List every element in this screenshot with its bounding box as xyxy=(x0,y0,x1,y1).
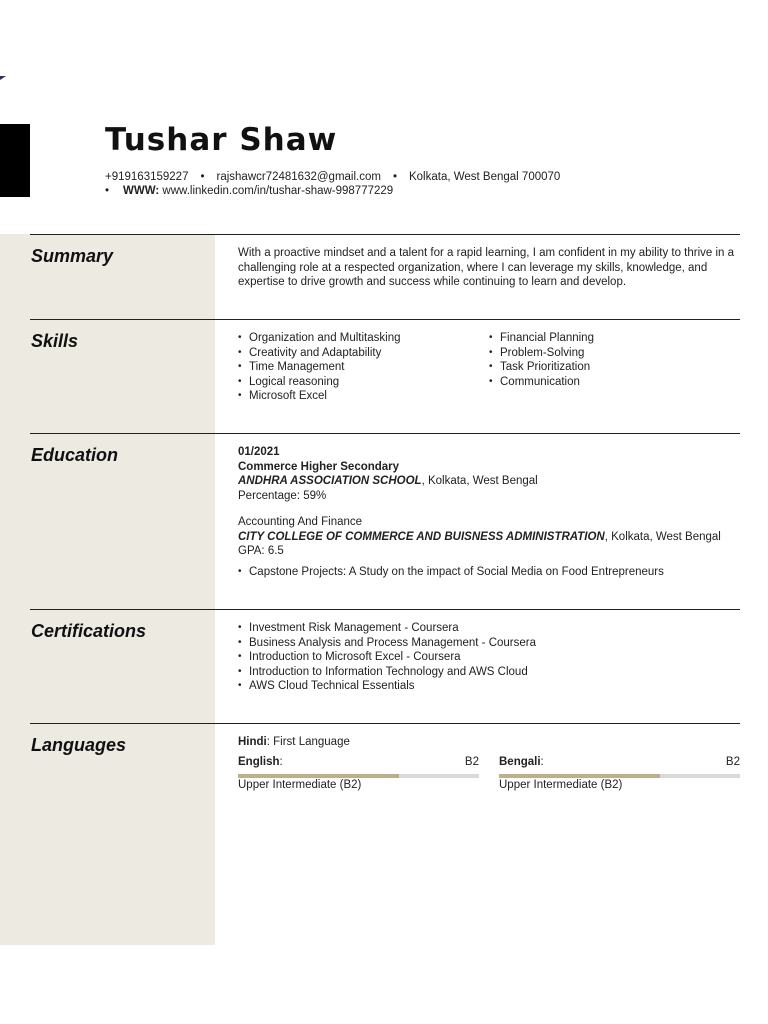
language-bengali xyxy=(499,756,740,768)
language-description: Upper Intermediate (B2) xyxy=(238,779,362,791)
section-title-certifications: Certifications xyxy=(31,621,147,641)
skill-item: • Communication xyxy=(489,375,594,390)
certification-item: • Introduction to Information Technology and AWS Cloud xyxy=(238,665,536,680)
education-entry-1 xyxy=(238,445,538,503)
certification-item: • Introduction to Microsoft Excel - Coursera xyxy=(238,650,536,665)
candidate-name: Tushar Shaw xyxy=(105,122,338,158)
email-address: rajshawcr72481632@gmail.com xyxy=(216,171,381,183)
language-proficiency-bar xyxy=(238,774,479,778)
language-proficiency-fill xyxy=(499,774,660,778)
education-bullet: • Capstone Projects: A Study on the impact of Social Media on Food Entrepreneurs xyxy=(238,565,721,580)
skill-item: • Financial Planning xyxy=(489,331,594,346)
section-divider xyxy=(30,234,740,235)
education-degree: Commerce Higher Secondary xyxy=(238,460,400,473)
skill-item: • Creativity and Adaptability xyxy=(238,346,401,361)
language-level: B2 xyxy=(464,756,479,768)
education-date: 01/2021 xyxy=(238,446,280,458)
section-title-education: Education xyxy=(31,445,119,465)
school-place: , Kolkata, West Bengal xyxy=(421,475,538,488)
language-proficiency-fill xyxy=(238,774,399,778)
website-line xyxy=(105,185,393,197)
certification-item: • Business Analysis and Process Management - Coursera xyxy=(238,636,536,651)
header-accent-bar xyxy=(0,124,30,197)
section-title-languages: Languages xyxy=(31,735,127,755)
bullet-separator: • xyxy=(200,171,205,183)
location: Kolkata, West Bengal 700070 xyxy=(408,171,561,183)
skills-column-1 xyxy=(238,331,401,404)
section-title-summary: Summary xyxy=(31,246,114,266)
education-score: GPA: 6.5 xyxy=(238,545,284,558)
native-language xyxy=(238,735,350,750)
certifications-list xyxy=(238,621,536,694)
phone-number: +919163159227 xyxy=(105,171,189,183)
section-divider xyxy=(30,319,740,320)
skill-item: • Problem-Solving xyxy=(489,346,594,361)
skills-column-2 xyxy=(489,331,594,389)
education-institution xyxy=(238,474,538,489)
www-label: WWW: xyxy=(123,185,160,197)
bullet-separator: • xyxy=(392,171,397,183)
section-divider xyxy=(30,433,740,434)
certification-item: • AWS Cloud Technical Essentials xyxy=(238,679,536,694)
certification-item: • Investment Risk Management - Coursera xyxy=(238,621,536,636)
skill-item: • Task Prioritization xyxy=(489,360,594,375)
native-language-name: Hindi xyxy=(238,736,267,748)
section-divider xyxy=(30,723,740,724)
skill-item: • Microsoft Excel xyxy=(238,389,401,404)
corner-mark xyxy=(0,76,6,80)
college-name: CITY COLLEGE OF COMMERCE AND BUISNESS ADMINISTRATION xyxy=(238,530,605,543)
education-degree: Accounting And Finance xyxy=(238,516,363,528)
linkedin-url[interactable]: www.linkedin.com/in/tushar-shaw-998777229 xyxy=(162,185,394,197)
native-language-desc: : First Language xyxy=(266,736,350,748)
skill-item: • Logical reasoning xyxy=(238,375,401,390)
skill-item: • Time Management xyxy=(238,360,401,375)
summary-text: With a proactive mindset and a talent for a rapid learning, I am confident in my ability to thrive in a challenging role at a respected organization, where I can leverage my skills, knowledge, and expertise to drive growth and success while continuing to learn and develop. xyxy=(238,247,735,289)
section-divider xyxy=(30,609,740,610)
bullet-separator: • xyxy=(105,185,110,197)
education-score: Percentage: 59% xyxy=(238,489,327,502)
skill-item: • Organization and Multitasking xyxy=(238,331,401,346)
language-description: Upper Intermediate (B2) xyxy=(499,779,623,791)
college-place: , Kolkata, West Bengal xyxy=(604,530,721,543)
language-level: B2 xyxy=(725,756,740,768)
language-colon: : xyxy=(540,756,544,768)
school-name: ANDHRA ASSOCIATION SCHOOL xyxy=(238,475,422,488)
language-name: English xyxy=(238,756,280,768)
language-proficiency-bar xyxy=(499,774,740,778)
language-colon: : xyxy=(279,756,283,768)
section-title-skills: Skills xyxy=(31,331,79,351)
language-name: Bengali xyxy=(499,756,541,768)
education-institution xyxy=(238,530,721,545)
contact-line xyxy=(105,171,560,183)
language-english xyxy=(238,756,479,768)
education-entry-2 xyxy=(238,515,721,579)
